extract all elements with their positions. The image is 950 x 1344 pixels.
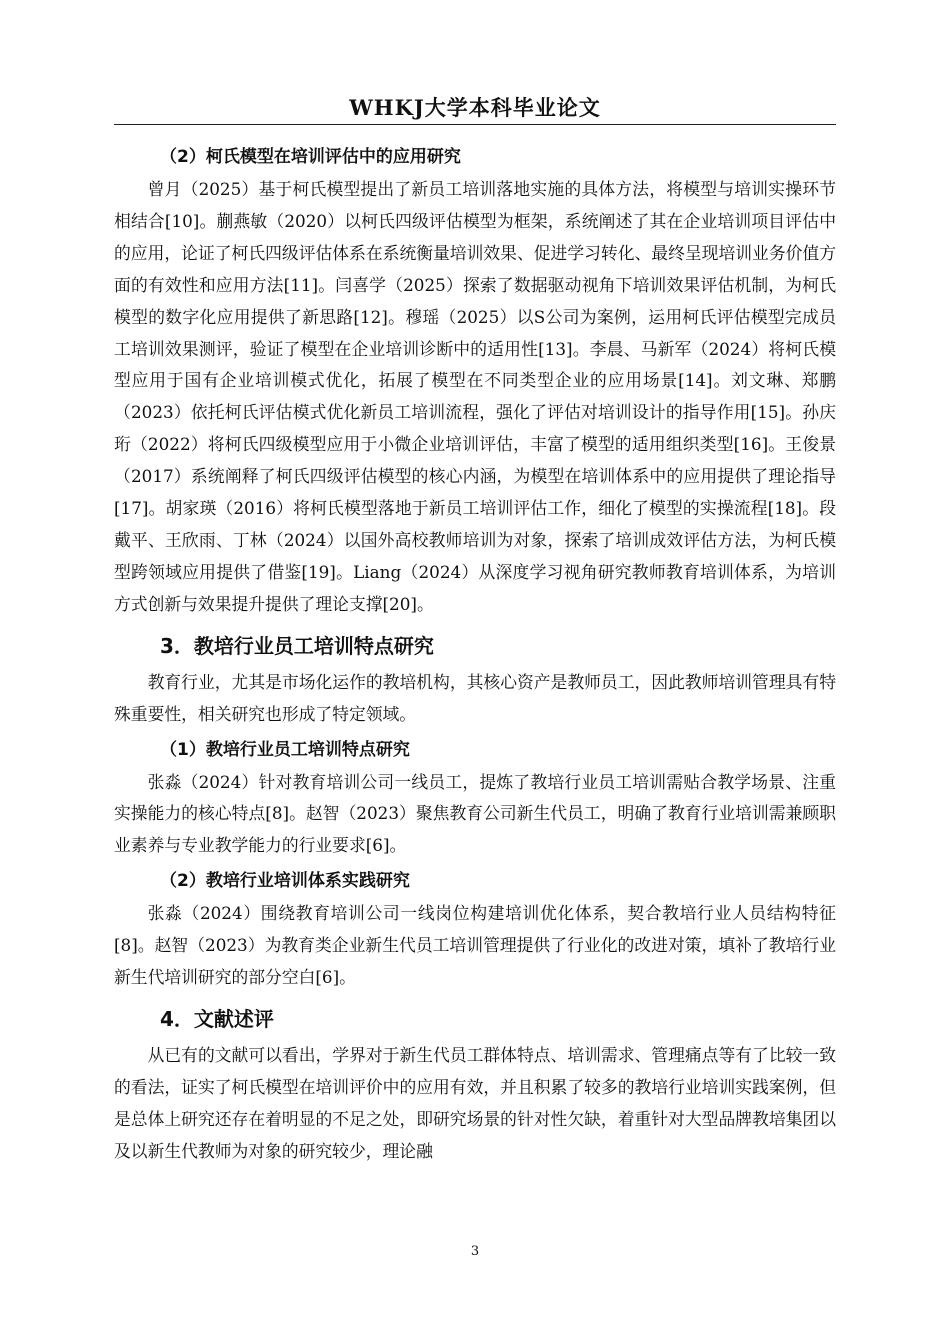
paragraph-section-4: 从已有的文献可以看出，学界对于新生代员工群体特点、培训需求、管理痛点等有了比较一致的看法，证实了柯氏模型在培训评价中的应用有效，并且积累了较多的教培行业培训实践案例，但是总体上研究还存在着明显的不足之处，即研究场景的针对性欠缺，着重针对大型品牌教培集团以及以新生代教师为对象的研究较少，理论融 — [114, 1044, 836, 1161]
section-heading-4: 4．文献述评 — [160, 1006, 274, 1031]
running-header: WHKJ大学本科毕业论文 — [349, 95, 601, 120]
subheading-3-1: （1）教培行业员工培训特点研究 — [160, 739, 410, 760]
paragraph-section-3-intro: 教育行业，尤其是市场化运作的教培机构，其核心资产是教师员工，因此教师培训管理具有特殊重要性，相关研究也形成了特定领域。 — [114, 671, 836, 724]
paragraph-3-2: 张淼（2024）围绕教育培训公司一线岗位构建培训优化体系，契合教培行业人员结构特征[8]。赵智（2023）为教育类企业新生代员工培训管理提供了行业化的改进对策，填补了教培行业新生代培训研究的部分空白[6]。 — [114, 903, 836, 988]
subheading-3-2: （2）教培行业培训体系实践研究 — [160, 871, 410, 892]
section-heading-3: 3．教培行业员工培训特点研究 — [160, 633, 434, 658]
subheading-kirkpatrick-application: （2）柯氏模型在培训评估中的应用研究 — [160, 147, 461, 167]
header-rule — [114, 124, 836, 125]
paragraph-kirkpatrick: 曾月（2025）基于柯氏模型提出了新员工培训落地实施的具体方法，将模型与培训实操环节相结合[10]。蒯燕敏（2020）以柯氏四级评估模型为框架，系统阐述了其在企业培训项目评估中的应用，论证了柯氏四级评估体系在系统衡量培训效果、促进学习转化、最终呈现培训业务价值方面的有效性和应用方法[11]。闫喜学（2025）探索了数据驱动视角下培训效果评估机制，为柯氏模型的数字化应用提供了新思路[12]。穆瑶（2025）以S公司为案例，运用柯氏评估模型完成员工培训效果测评，验证了模型在企业培训诊断中的适用性[13]。李晨、马新军（2024）将柯氏模型应用于国有企业培训模式优化，拓展了模型在不同类型企业的应用场景[14]。刘文琳、郑鹏（2023）依托柯氏评估模式优化新员工培训流程，强化了评估对培训设计的指导作用[15]。孙庆珩（2022）将柯氏四级模型应用于小微企业培训评估，丰富了模型的适用组织类型[16]。王俊景（2017）系统阐释了柯氏四级评估模型的核心内涵，为模型在培训体系中的应用提供了理论指导[17]。胡家瑛（2016）将柯氏模型落地于新员工培训评估工作，细化了模型的实操流程[18]。段戴平、王欣雨、丁林（2024）以国外高校教师培训为对象，探索了培训成效评估方法，为柯氏模型跨领域应用提供了借鉴[19]。Liang（2024）从深度学习视角研究教师教育培训体系，为培训方式创新与效果提升提供了理论支撑[20]。 — [114, 179, 836, 614]
paragraph-3-1: 张淼（2024）针对教育培训公司一线员工，提炼了教培行业员工培训需贴合教学场景、注重实操能力的核心特点[8]。赵智（2023）聚焦教育公司新生代员工，明确了教育行业培训需兼顾职业素养与专业教学能力的行业要求[6]。 — [114, 771, 836, 856]
body-content — [114, 138, 836, 1168]
page-number: 3 — [470, 1244, 480, 1259]
